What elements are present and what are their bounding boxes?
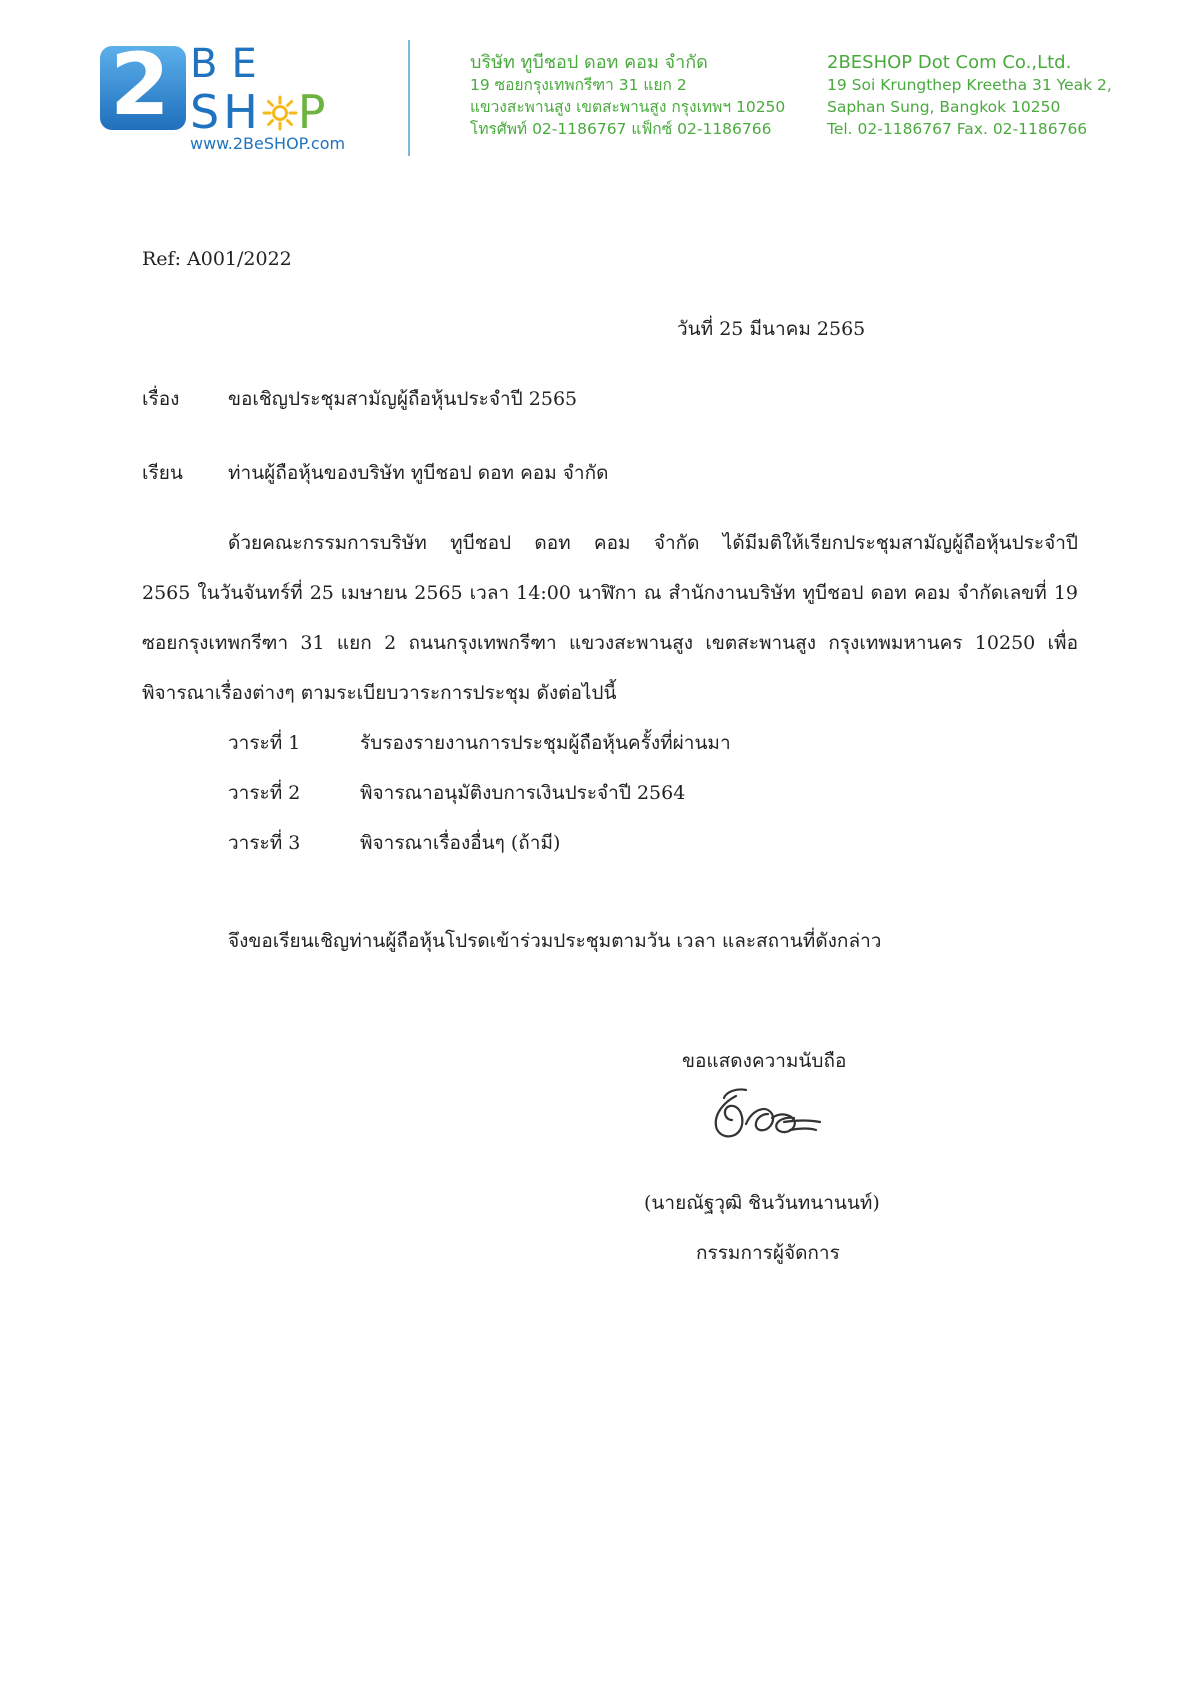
agenda-text: พิจารณาเรื่องอื่นๆ (ถ้ามี) — [360, 832, 561, 854]
closing-invitation: จึงขอเรียนเชิญท่านผู้ถือหุ้นโปรดเข้าร่วมประชุมตามวัน เวลา และสถานที่ดังกล่าว — [228, 930, 882, 952]
body-line-3: ซอยกรุงเทพกรีฑา 31 แยก 2 ถนนกรุงเทพกรีฑา แขวงสะพานสูง เขตสะพานสูง กรุงเทพมหานคร 10250 เพื่อ — [142, 632, 1078, 654]
logo-shop-p: P — [297, 85, 330, 139]
logo-digit: 2 — [110, 35, 170, 135]
agenda-text: พิจารณาอนุมัติงบการเงินประจำปี 2564 — [360, 782, 686, 804]
body-line-2: 2565 ในวันจันทร์ที่ 25 เมษายน 2565 เวลา 14:00 นาฬิกา ณ สำนักงานบริษัท ทูบีชอป ดอท คอม จำกัดเลขที่ 19 — [142, 582, 1078, 604]
address-english-line2: Saphan Sung, Bangkok 10250 — [827, 98, 1061, 116]
signature-image — [706, 1084, 826, 1144]
header-address-english — [827, 52, 1112, 140]
body-line-1: ด้วยคณะกรรมการบริษัท ทูบีชอป ดอท คอม จำกัด ได้มีมติให้เรียกประชุมสามัญผู้ถือหุ้นประจำปี — [228, 532, 1078, 554]
logo-be-text: BE — [190, 41, 271, 87]
company-name-english: 2BESHOP Dot Com Co.,Ltd. — [827, 52, 1072, 73]
logo-shop-text — [190, 85, 330, 139]
header-divider — [408, 40, 410, 156]
closing-regards: ขอแสดงความนับถือ — [682, 1050, 847, 1072]
header-address-thai — [470, 52, 785, 140]
recipient-label: เรียน — [142, 462, 183, 484]
body-line-4: พิจารณาเรื่องต่างๆ ตามระเบียบวาระการประชุม ดังต่อไปนี้ — [142, 682, 617, 704]
agenda-label: วาระที่ 3 — [228, 832, 301, 854]
sun-icon — [262, 95, 298, 131]
agenda-label: วาระที่ 1 — [228, 732, 301, 754]
subject-text: ขอเชิญประชุมสามัญผู้ถือหุ้นประจำปี 2565 — [228, 388, 578, 410]
reference-number: Ref: A001/2022 — [142, 248, 292, 270]
address-thai-line1: 19 ซอยกรุงเทพกรีฑา 31 แยก 2 — [470, 76, 687, 94]
subject-label: เรื่อง — [142, 388, 180, 410]
logo-shop-h: H — [223, 85, 262, 139]
signer-name: (นายณัฐวุฒิ ชินวันทนานนท์) — [644, 1192, 880, 1214]
address-english-line1: 19 Soi Krungthep Kreetha 31 Yeak 2, — [827, 76, 1112, 94]
address-thai-line3: โทรศัพท์ 02-1186767 แฟ็กซ์ 02-1186766 — [470, 120, 772, 138]
address-english-line3: Tel. 02-1186767 Fax. 02-1186766 — [827, 120, 1088, 138]
agenda-label: วาระที่ 2 — [228, 782, 301, 804]
signer-title: กรรมการผู้จัดการ — [696, 1242, 840, 1264]
agenda-text: รับรองรายงานการประชุมผู้ถือหุ้นครั้งที่ผ่านมา — [360, 732, 731, 754]
letter-date: วันที่ 25 มีนาคม 2565 — [677, 318, 866, 340]
address-thai-line2: แขวงสะพานสูง เขตสะพานสูง กรุงเทพฯ 10250 — [470, 98, 786, 116]
logo-shop-s: S — [190, 85, 224, 139]
company-logo — [100, 35, 360, 154]
logo-url: www.2BeSHOP.com — [190, 134, 346, 153]
recipient-text: ท่านผู้ถือหุ้นของบริษัท ทูบีชอป ดอท คอม จำกัด — [228, 462, 609, 484]
company-name-thai: บริษัท ทูบีชอป ดอท คอม จำกัด — [470, 52, 708, 73]
